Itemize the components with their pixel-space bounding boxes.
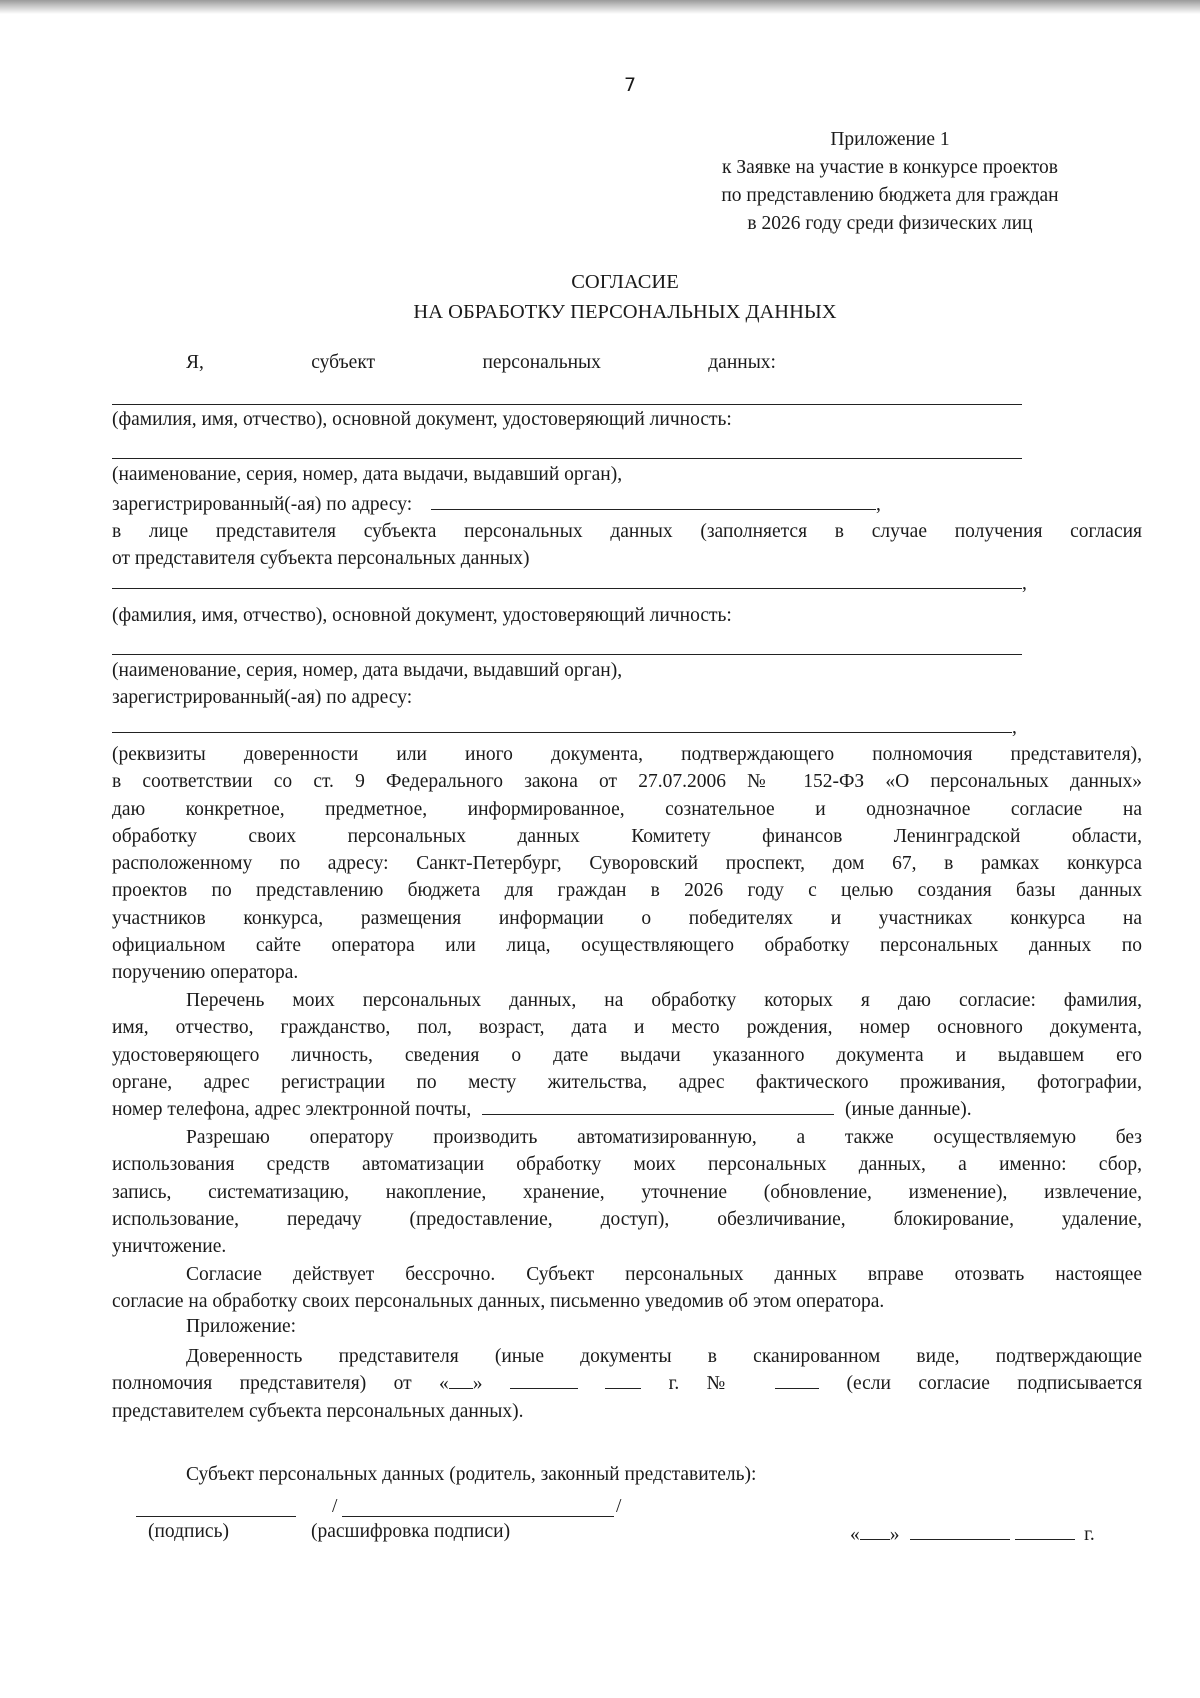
other-data-field[interactable] <box>482 1096 834 1115</box>
term-line-1: Согласие действует бессрочно. Субъект персональных данных вправе отозвать настоящее <box>186 1264 1142 1285</box>
list-line-5-after: (иные данные). <box>845 1099 972 1121</box>
date-month-field[interactable] <box>910 1521 1010 1540</box>
list-line-2: имя, отчество, гражданство, пол, возраст, дата и место рождения, номер основного документа, <box>112 1017 1142 1039</box>
hint-fio-1: (фамилия, имя, отчество), основной документ, удостоверяющий личность: <box>112 409 732 430</box>
permit-line-3: запись, систематизацию, накопление, хранение, уточнение (обновление, изменение), извлечение, <box>112 1181 1142 1203</box>
hint-fio-2: (фамилия, имя, отчество), основной документ, удостоверяющий личность: <box>112 605 732 626</box>
date-quote-close: » <box>889 1524 900 1545</box>
list-line-5-before: номер телефона, адрес электронной почты, <box>112 1099 472 1121</box>
list-line-3: удостоверяющего личность, сведения о дате выдачи указанного документа и выдавшем его <box>112 1044 1142 1066</box>
main-line-6: проектов по представлению бюджета для граждан в 2026 году с целью создания базы данных <box>112 880 1142 902</box>
signature-field[interactable] <box>136 1498 296 1517</box>
attachment-condition: (если согласие подписывается <box>846 1373 1143 1395</box>
representative-address-line <box>112 714 1017 739</box>
appendix-line-4: в 2026 году среди физических лиц <box>747 213 1033 234</box>
attachment-line-3: представителем субъекта персональных данных). <box>112 1400 524 1422</box>
attachment-line-1: Доверенность представителя (иные документы в сканированном виде, подтверждающие <box>186 1346 1142 1367</box>
main-line-3: даю конкретное, предметное, информированное, сознательное и однозначное согласие на <box>112 798 1142 820</box>
slash-right: / <box>616 1496 622 1517</box>
appendix-line-2: к Заявке на участие в конкурсе проектов <box>722 157 1058 178</box>
signing-date <box>850 1521 1095 1546</box>
proxy-day-field[interactable] <box>449 1370 473 1389</box>
attachment-quote-close: » <box>472 1373 483 1395</box>
signature-header: Субъект персональных данных (родитель, законный представитель): <box>186 1464 757 1485</box>
permit-line-1: Разрешаю оператору производить автоматизированную, а также осуществляемую без <box>186 1127 1142 1148</box>
main-line-1: (реквизиты доверенности или иного документа, подтверждающего полномочия представителя), <box>112 744 1142 765</box>
appendix-line-1: Приложение 1 <box>830 129 950 150</box>
comma-1: , <box>876 494 881 515</box>
page-number: 7 <box>623 74 637 96</box>
attachment-paragraph <box>112 1343 1142 1425</box>
permit-line-2: использования средств автоматизации обработку моих персональных данных, а именно: сбор, <box>112 1154 1142 1176</box>
title-line-1: СОГЛАСИЕ <box>571 271 679 293</box>
date-year-suffix: г. <box>1084 1524 1095 1545</box>
subject-address-field[interactable] <box>431 491 876 510</box>
representative-fio-line <box>112 570 1027 595</box>
main-line-7: участников конкурса, размещения информации о победителях и участниках конкурса на <box>112 907 1142 929</box>
representative-address-field[interactable] <box>112 714 1012 733</box>
signature-label: (подпись) <box>148 1521 229 1542</box>
term-line-2: согласие на обработку своих персональных данных, письменно уведомив об этом оператора. <box>112 1291 885 1313</box>
subject-word-1: Я, <box>186 352 204 373</box>
permission-paragraph <box>112 1124 1142 1260</box>
term-paragraph <box>112 1261 1142 1316</box>
representative-line-2: от представителя субъекта персональных данных) <box>112 548 530 570</box>
main-line-5: расположенному по адресу: Санкт-Петербург, Суворовский проспект, дом 67, в рамках конкурса <box>112 853 1142 875</box>
permit-line-4: использование, передачу (предоставление, доступ), обезличивание, блокирование, удаление, <box>112 1208 1142 1230</box>
subject-word-4: данных: <box>708 352 776 373</box>
main-line-9: поручению оператора. <box>112 962 299 984</box>
representative-document-field[interactable] <box>112 654 1022 655</box>
date-day-field[interactable] <box>860 1521 890 1540</box>
representative-line-1: в лице представителя субъекта персональных данных (заполняется в случае получения согласия <box>112 521 1142 542</box>
title-line-2: НА ОБРАБОТКУ ПЕРСОНАЛЬНЫХ ДАННЫХ <box>413 301 837 323</box>
document-title <box>110 267 1140 327</box>
attachment-line-2 <box>112 1370 1142 1397</box>
main-paragraph <box>112 741 1142 987</box>
registered-label-1: зарегистрированный(-ая) по адресу: <box>112 494 413 515</box>
permit-line-5: уничтожение. <box>112 1236 227 1258</box>
decoding-label: (расшифровка подписи) <box>311 1521 511 1542</box>
appendix-header <box>660 126 1120 238</box>
hint-document-1: (наименование, серия, номер, дата выдачи, выдавший орган), <box>112 464 623 485</box>
subject-document-field[interactable] <box>112 458 1022 459</box>
representative-fio-field[interactable] <box>112 570 1022 589</box>
registered-line-1 <box>112 491 881 516</box>
list-line-5 <box>112 1096 1142 1123</box>
scan-edge <box>0 0 1200 14</box>
signature-decoding-field[interactable] <box>342 1498 614 1517</box>
subject-line <box>186 352 776 374</box>
appendix-line-3: по представлению бюджета для граждан <box>721 185 1059 206</box>
subject-word-2: субъект <box>311 352 376 373</box>
date-quote-open: « <box>850 1524 860 1545</box>
subject-fio-field[interactable] <box>112 404 1022 405</box>
comma-3: , <box>1012 717 1017 738</box>
date-year-field[interactable] <box>1015 1521 1075 1540</box>
main-line-2: в соответствии со ст. 9 Федерального закона от 27.07.2006 № 152-ФЗ «О персональных данных» <box>112 771 1142 793</box>
attachment-year-number: г. № <box>668 1373 748 1395</box>
list-line-4: органе, адрес регистрации по месту жительства, адрес фактического проживания, фотографии, <box>112 1071 1142 1093</box>
main-line-8: официальном сайте оператора или лица, осуществляющего обработку персональных данных по <box>112 935 1142 957</box>
hint-document-2: (наименование, серия, номер, дата выдачи, выдавший орган), <box>112 660 623 681</box>
subject-word-3: персональных <box>482 352 601 373</box>
slash-left: / <box>332 1496 338 1517</box>
personal-data-list-paragraph <box>112 987 1142 1123</box>
attachment-label: Приложение: <box>186 1316 297 1337</box>
main-line-4: обработку своих персональных данных Комитету финансов Ленинградской области, <box>112 825 1142 847</box>
representative-paragraph <box>112 518 1142 573</box>
proxy-number-field[interactable] <box>775 1370 819 1389</box>
comma-2: , <box>1022 573 1027 594</box>
registered-label-2: зарегистрированный(-ая) по адресу: <box>112 687 413 708</box>
attachment-from: полномочия представителя) от « <box>112 1373 449 1395</box>
proxy-year-field[interactable] <box>605 1370 641 1389</box>
proxy-month-field[interactable] <box>510 1370 578 1389</box>
list-line-1: Перечень моих персональных данных, на обработку которых я даю согласие: фамилия, <box>186 990 1142 1011</box>
